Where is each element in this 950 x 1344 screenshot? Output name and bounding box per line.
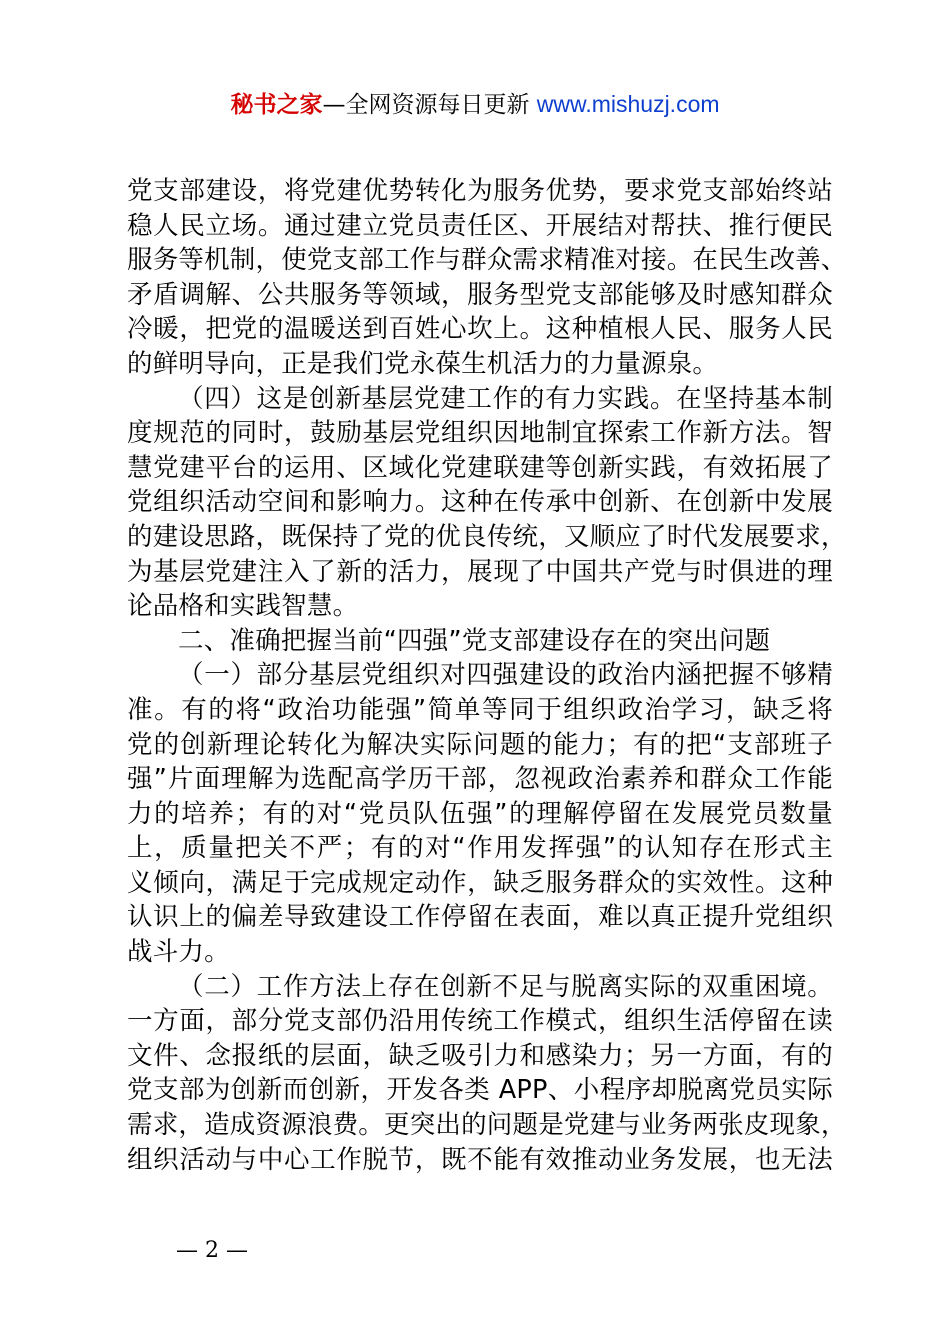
site-header xyxy=(0,86,950,123)
text-line: 为基层党建注入了新的活力，展现了中国共产党与时俱进的理 xyxy=(127,556,833,587)
text-line: 一方面，部分党支部仍沿用传统工作模式，组织生活停留在读 xyxy=(127,1006,833,1037)
text-line: 力的培养；有的对“党员队伍强”的理解停留在发展党员数量 xyxy=(127,798,833,829)
text-line: 稳人民立场。通过建立党员责任区、开展结对帮扶、推行便民 xyxy=(127,210,833,241)
site-url[interactable]: www.mishuzj.com xyxy=(536,91,720,117)
text-line: 义倾向，满足于完成规定动作，缺乏服务群众的实效性。这种 xyxy=(127,867,833,898)
text-line: 慧党建平台的运用、区域化党建联建等创新实践，有效拓展了 xyxy=(127,452,833,483)
text-line: 党的创新理论转化为解决实际问题的能力；有的把“支部班子 xyxy=(127,729,833,760)
site-brand: 秘书之家 xyxy=(230,92,323,118)
text-line: 矛盾调解、公共服务等领域，服务型党支部能够及时感知群众 xyxy=(127,279,833,310)
text-line: 党组织活动空间和影响力。这种在传承中创新、在创新中发展 xyxy=(127,487,833,518)
text-line: 党支部为创新而创新，开发各类 APP、小程序却脱离党员实际 xyxy=(127,1075,833,1106)
text-line: 服务等机制，使党支部工作与群众需求精准对接。在民生改善、 xyxy=(127,245,847,276)
text-line: （二）工作方法上存在创新不足与脱离实际的双重困境。 xyxy=(178,971,833,1002)
page-number: — 2 — xyxy=(176,1238,248,1263)
text-line: 战斗力。 xyxy=(127,937,230,968)
text-line: （一）部分基层党组织对四强建设的政治内涵把握不够精 xyxy=(178,660,833,691)
text-line: 认识上的偏差导致建设工作停留在表面，难以真正提升党组织 xyxy=(127,902,833,933)
text-line: 的鲜明导向，正是我们党永葆生机活力的力量源泉。 xyxy=(127,348,719,379)
text-line: 上，质量把关不严；有的对“作用发挥强”的认知存在形式主 xyxy=(127,833,833,864)
document-body xyxy=(127,174,847,1177)
text-line: 冷暖，把党的温暖送到百姓心坎上。这种植根人民、服务人民 xyxy=(127,314,833,345)
text-line: 的建设思路，既保持了党的优良传统，又顺应了时代发展要求， xyxy=(127,521,847,552)
text-line: 强”片面理解为选配高学历干部，忽视政治素养和群众工作能 xyxy=(127,764,833,795)
text-line: 需求，造成资源浪费。更突出的问题是党建与业务两张皮现象， xyxy=(127,1110,847,1141)
text-line: 论品格和实践智慧。 xyxy=(127,591,359,622)
text-line: 文件、念报纸的层面，缺乏吸引力和感染力；另一方面，有的 xyxy=(127,1040,833,1071)
text-line: 党支部建设，将党建优势转化为服务优势，要求党支部始终站 xyxy=(127,176,833,206)
text-line: 组织活动与中心工作脱节，既不能有效推动业务发展，也无法 xyxy=(127,1144,833,1175)
site-tagline: —全网资源每日更新 xyxy=(322,92,537,118)
text-line: （四）这是创新基层党建工作的有力实践。在坚持基本制 xyxy=(178,383,833,414)
text-line: 准。有的将“政治功能强”简单等同于组织政治学习，缺乏将 xyxy=(127,694,833,725)
text-line: 度规范的同时，鼓励基层党组织因地制宜探索工作新方法。智 xyxy=(127,418,833,449)
text-line: 二、准确把握当前“四强”党支部建设存在的突出问题 xyxy=(178,625,771,656)
